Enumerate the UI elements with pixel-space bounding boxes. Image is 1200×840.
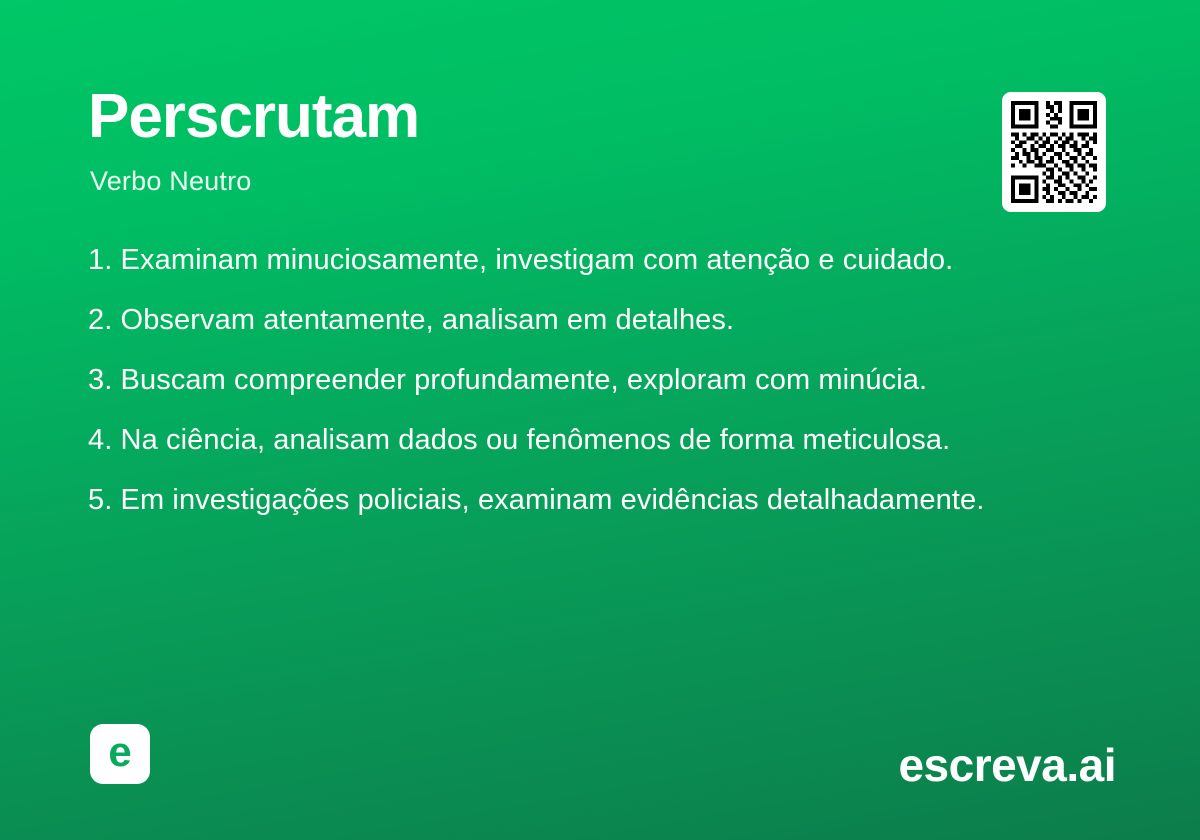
list-item: 5. Em investigações policiais, examinam evidências detalhadamente. [88,484,985,517]
list-item: 2. Observam atentamente, analisam em detalhes. [88,304,735,337]
logo-letter: e [108,728,132,775]
list-item: 4. Na ciência, analisam dados ou fenômenos de forma meticulosa. [88,424,951,457]
list-item: 1. Examinam minuciosamente, investigam com atenção e cuidado. [88,244,954,276]
list-item: 3. Buscam compreender profundamente, exploram com minúcia. [88,364,928,397]
word-class-label: Verbo Neutro [90,166,252,196]
page-title: Perscrutam [88,82,420,151]
logo-mark [90,724,150,784]
qr-code-icon[interactable] [1002,92,1106,212]
card-content [88,0,1120,840]
definition-list [88,242,1110,520]
brand-name: escreva.ai [898,739,1116,791]
